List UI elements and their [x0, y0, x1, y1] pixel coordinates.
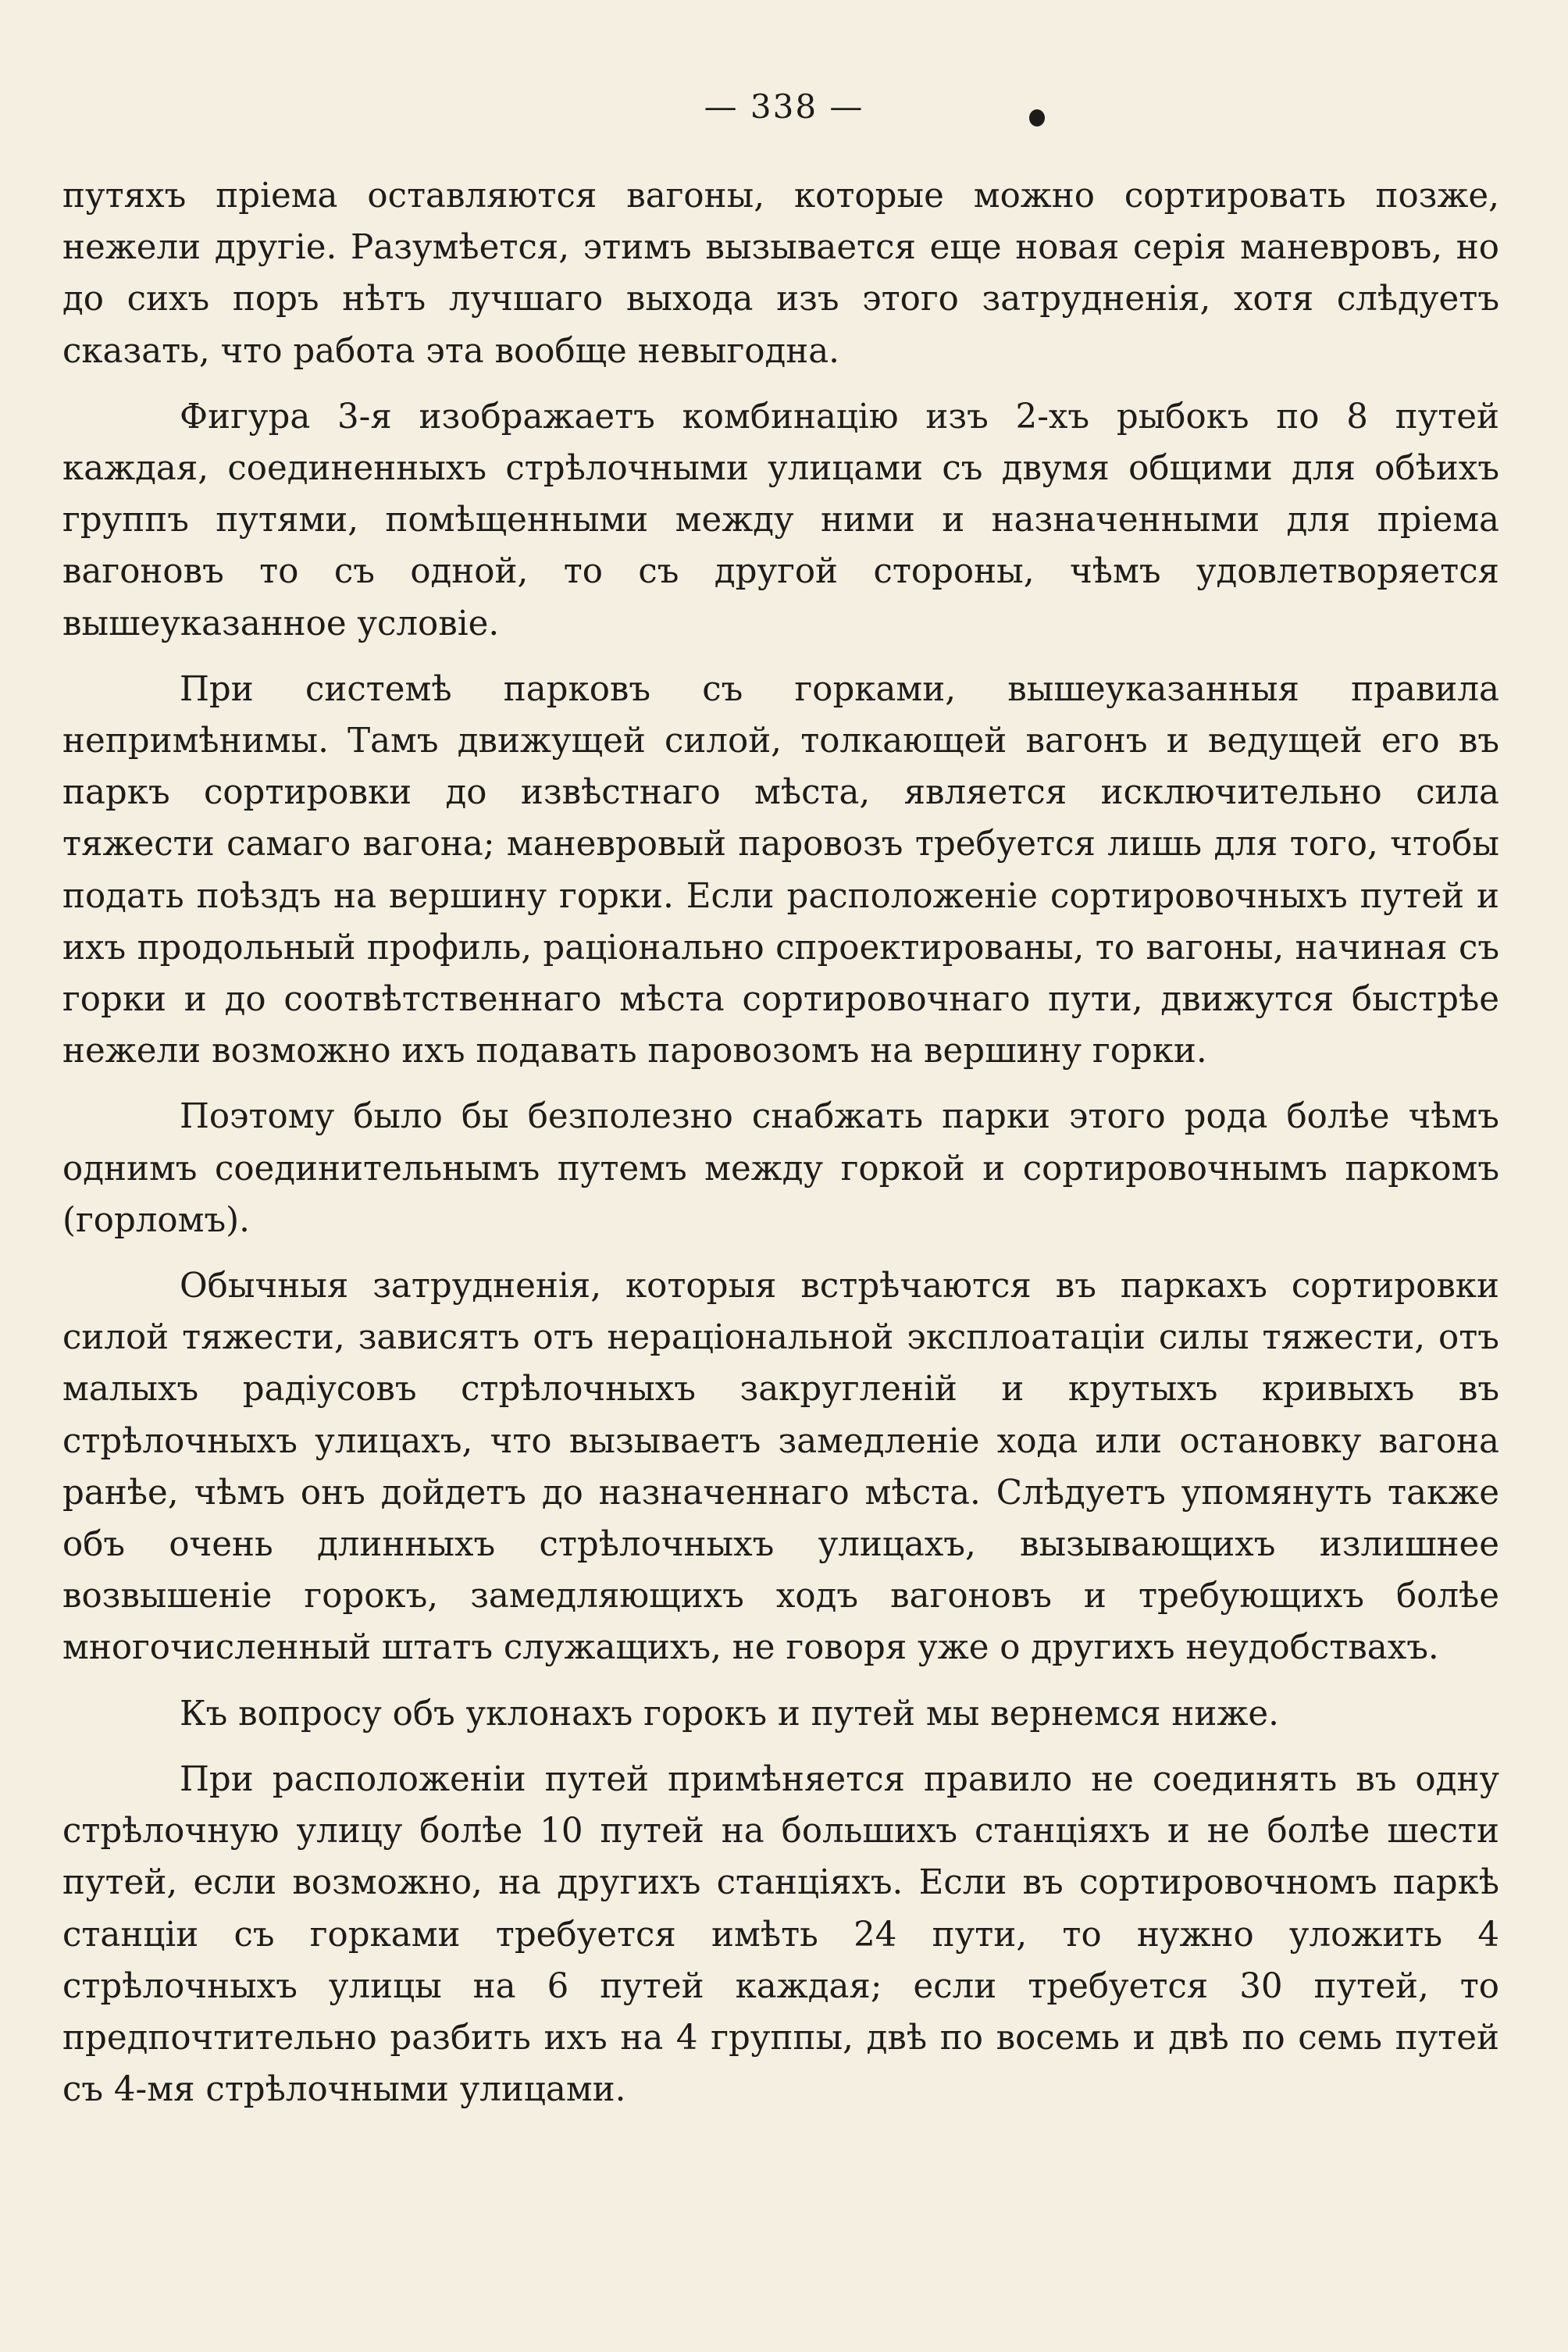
paragraph: Къ вопросу объ уклонахъ горокъ и путей мы вернемся ниже.	[180, 1694, 1279, 1734]
page-number: — 338 —	[704, 87, 864, 126]
paragraph: Фигура 3-я изображаетъ комбинацію изъ 2-хъ рыбокъ по 8 путей каждая, соединенныхъ стрѣлочными улицами съ двумя общими для обѣихъ группъ путями, помѣщенными между ними и назначенными для пріема вагоновъ то съ одной, то съ другой стороны, чѣмъ удовлетворяется вышеуказанное условіе.	[62, 397, 1499, 643]
ink-dot	[1029, 109, 1045, 127]
paragraph: При расположеніи путей примѣняется правило не соединять въ одну стрѣлочную улицу болѣе 10 путей на большихъ станціяхъ и не болѣе шести путей, если возможно, на другихъ станціяхъ. Если въ сортировочномъ паркѣ станціи съ горками требуется имѣть 24 пути, то нужно уложить 4 стрѣлочныхъ улицы на 6 путей каждая; если требуется 30 путей, то предпочтительно разбить ихъ на 4 группы, двѣ по восемь и двѣ по семь путей съ 4-мя стрѣлочными улицами.	[62, 1759, 1499, 2110]
paragraph: Обычныя затрудненія, которыя встрѣчаются въ паркахъ сортировки силой тяжести, зависятъ отъ нераціональной эксплоатаціи силы тяжести, отъ малыхъ радіусовъ стрѣлочныхъ закругленій и крутыхъ кривыхъ въ стрѣлочныхъ улицахъ, что вызываетъ замедленіе хода или остановку вагона ранѣе, чѣмъ онъ дойдетъ до назначеннаго мѣста. Слѣдуетъ упомянуть также объ очень длинныхъ стрѣлочныхъ улицахъ, вызывающихъ излишнее возвышеніе горокъ, замедляющихъ ходъ вагоновъ и требующихъ болѣе многочисленный штатъ служащихъ, не говоря уже о другихъ неудобствахъ.	[62, 1267, 1499, 1668]
text-body	[62, 170, 1499, 2115]
paragraph: путяхъ пріема оставляются вагоны, которые можно сортировать позже, нежели другіе. Разумѣется, этимъ вызывается еще новая серія маневровъ, но до сихъ поръ нѣтъ лучшаго выхода изъ этого затрудненія, хотя слѣдуетъ сказать, что работа эта вообще невыгодна.	[62, 176, 1499, 371]
paragraph: Поэтому было бы безполезно снабжать парки этого рода болѣе чѣмъ однимъ соединительнымъ путемъ между горкой и сортировочнымъ паркомъ (горломъ).	[62, 1097, 1499, 1240]
paragraph: При системѣ парковъ съ горками, вышеуказанныя правила непримѣнимы. Тамъ движущей силой, толкающей вагонъ и ведущей его въ паркъ сортировки до извѣстнаго мѣста, является исключительно сила тяжести самаго вагона; маневровый паровозъ требуется лишь для того, чтобы подать поѣздъ на вершину горки. Если расположеніе сортировочныхъ путей и ихъ продольный профиль, раціонально спроектированы, то вагоны, начиная съ горки и до соотвѣтственнаго мѣста сортировочнаго пути, движутся быстрѣе нежели возможно ихъ подавать паровозомъ на вершину горки.	[62, 669, 1499, 1071]
